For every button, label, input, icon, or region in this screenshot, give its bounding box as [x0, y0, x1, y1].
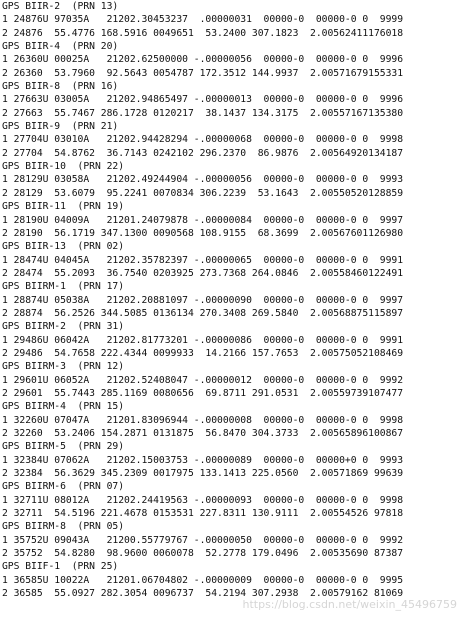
tle-line-2: 2 36585 55.0927 282.3054 0096737 54.2194 307.2938 2.00579162 81069 [2, 588, 404, 600]
satellite-name-line: GPS BIIRM-6 (PRN 07) [2, 481, 125, 493]
satellite-name-line: GPS BIIRM-2 (PRN 31) [2, 321, 125, 333]
tle-line-1: 1 27663U 03005A 21202.94865497 -.00000013 00000-0 00000-0 0 9996 [2, 94, 404, 106]
tle-line-1: 1 32711U 08012A 21202.24419563 -.00000093 00000-0 00000-0 0 9998 [2, 494, 404, 506]
tle-line-1: 1 27704U 03010A 21202.94428294 -.00000068 00000-0 00000-0 0 9998 [2, 134, 404, 146]
satellite-name-line: GPS BIIRM-3 (PRN 12) [2, 361, 125, 373]
satellite-name-line: GPS BIIR-13 (PRN 02) [2, 241, 125, 253]
satellite-name-line: GPS BIIR-9 (PRN 21) [2, 121, 119, 133]
satellite-name-line: GPS BIIR-8 (PRN 16) [2, 81, 119, 93]
tle-line-1: 1 32260U 07047A 21201.83096944 -.00000008 00000-0 00000-0 0 9998 [2, 414, 404, 426]
satellite-name-line: GPS BIIRM-1 (PRN 17) [2, 281, 125, 293]
satellite-name-line: GPS BIIR-11 (PRN 19) [2, 201, 125, 213]
tle-line-2: 2 27663 55.7467 286.1728 0120217 38.1437 134.3175 2.00557167135380 [2, 107, 404, 119]
tle-line-1: 1 32384U 07062A 21202.15003753 -.00000089 00000-0 00000+0 0 9993 [2, 454, 404, 466]
watermark: https://blog.csdn.net/weixin_45496759 [242, 598, 457, 611]
tle-line-2: 2 28474 55.2093 36.7540 0203925 273.7368 264.0846 2.00558460122491 [2, 267, 404, 279]
tle-line-1: 1 28190U 04009A 21201.24079878 -.00000084 00000-0 00000-0 0 9997 [2, 214, 404, 226]
tle-line-2: 2 28129 53.6079 95.2241 0070834 306.2239 53.1643 2.00550520128859 [2, 187, 404, 199]
tle-line-2: 2 28874 56.2526 344.5085 0136134 270.3408 269.5840 2.00568875115897 [2, 307, 404, 319]
tle-line-2: 2 29601 55.7443 285.1169 0080656 69.8711 291.0531 2.00559739107477 [2, 387, 404, 399]
satellite-name-line: GPS BIIRM-5 (PRN 29) [2, 441, 125, 453]
tle-line-2: 2 26360 53.7960 92.5643 0054787 172.3512 144.9937 2.00571679155331 [2, 67, 404, 79]
satellite-name-line: GPS BIIR-10 (PRN 22) [2, 161, 125, 173]
tle-line-2: 2 32711 54.5196 221.4678 0153531 227.8311 130.9111 2.00554526 97818 [2, 508, 404, 520]
tle-line-1: 1 35752U 09043A 21200.55779767 -.00000050 00000-0 00000-0 0 9992 [2, 534, 404, 546]
tle-line-2: 2 35752 54.8280 98.9600 0060078 52.2778 179.0496 2.00535690 87387 [2, 548, 404, 560]
satellite-name-line: GPS BIIR-2 (PRN 13) [2, 1, 119, 12]
tle-line-1: 1 24876U 97035A 21202.30453237 .00000031 00000-0 00000-0 0 9999 [2, 14, 404, 26]
tle-line-1: 1 28129U 03058A 21202.49244904 -.00000056 00000-0 00000-0 0 9993 [2, 174, 404, 186]
satellite-name-line: GPS BIIF-1 (PRN 25) [2, 561, 119, 573]
tle-line-2: 2 28190 56.1719 347.1300 0090568 108.9155 68.3699 2.00567601126980 [2, 227, 404, 239]
tle-line-1: 1 36585U 10022A 21201.06704802 -.00000009 00000-0 00000-0 0 9995 [2, 574, 404, 586]
satellite-name-line: GPS BIIRM-4 (PRN 15) [2, 401, 125, 413]
tle-line-2: 2 27704 54.8762 36.7143 0242102 296.2370 86.9876 2.00564920134187 [2, 147, 404, 159]
tle-line-2: 2 32384 56.3629 345.2309 0017975 133.1413 225.0560 2.00571869 99639 [2, 468, 404, 480]
tle-line-1: 1 26360U 00025A 21202.62500000 -.00000056 00000-0 00000-0 0 9996 [2, 54, 404, 66]
tle-line-2: 2 24876 55.4776 168.5916 0049651 53.2400 307.1823 2.00562411176018 [2, 27, 404, 39]
satellite-name-line: GPS BIIRM-8 (PRN 05) [2, 521, 125, 533]
tle-line-1: 1 29486U 06042A 21202.81773201 -.00000086 00000-0 00000-0 0 9991 [2, 334, 404, 346]
tle-line-1: 1 29601U 06052A 21202.52408047 -.00000012 00000-0 00000-0 0 9992 [2, 374, 404, 386]
satellite-name-line: GPS BIIR-4 (PRN 20) [2, 41, 119, 53]
tle-line-2: 2 32260 53.2406 154.2871 0131875 56.8470 304.3733 2.00565896100867 [2, 428, 404, 439]
tle-line-1: 1 28474U 04045A 21202.35782397 -.00000065 00000-0 00000-0 0 9991 [2, 254, 404, 266]
tle-line-2: 2 29486 54.7658 222.4344 0099933 14.2166 157.7653 2.00575052108469 [2, 347, 404, 359]
tle-line-1: 1 28874U 05038A 21202.20881097 -.00000090 00000-0 00000-0 0 9997 [2, 294, 404, 306]
